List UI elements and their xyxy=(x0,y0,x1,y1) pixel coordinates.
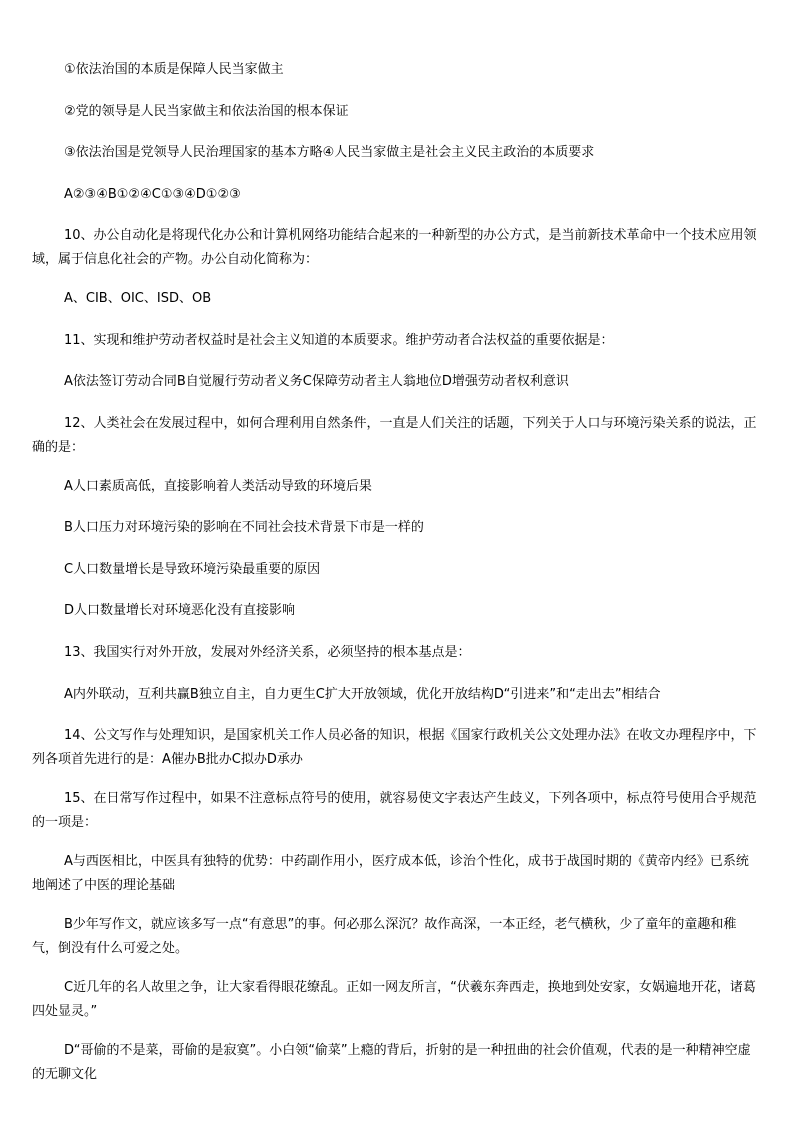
paragraph-statement-1: ①依法治国的本质是保障人民当家做主 xyxy=(64,62,284,77)
paragraph-q15-option-b: B少年写作文，就应该多写一点“有意思”的事。何必那么深沉？故作高深，一本正经，老气横秋，少了童年的童趣和稚气，倒没有什么可爱之处。 xyxy=(32,917,737,956)
paragraph-q11: 11、实现和维护劳动者权益时是社会主义知道的本质要求。维护劳动者合法权益的重要依据是： xyxy=(64,333,614,348)
paragraph-statement-3-4: ③依法治国是党领导人民治理国家的基本方略④人民当家做主是社会主义民主政治的本质要求 xyxy=(64,145,595,160)
paragraph-q14: 14、公文写作与处理知识，是国家机关工作人员必备的知识，根据《国家行政机关公文处理办法》在收文办理程序中，下列各项首先进行的是：A催办B批办C拟办D承办 xyxy=(32,728,757,767)
paragraph-q12: 12、人类社会在发展过程中，如何合理利用自然条件，一直是人们关注的话题，下列关于人口与环境污染关系的说法，正确的是： xyxy=(32,416,757,455)
paragraph-q11-options: A依法签订劳动合同B自觉履行劳动者义务C保障劳动者主人翁地位D增强劳动者权利意识 xyxy=(64,374,569,389)
paragraph-q12-option-d: D人口数量增长对环境恶化没有直接影响 xyxy=(64,603,296,618)
paragraph-q15-option-c: C近几年的名人故里之争，让大家看得眼花缭乱。正如一网友所言，“伏羲东奔西走，换地到处安家，女娲遍地开花，诸葛四处显灵。” xyxy=(32,980,756,1019)
paragraph-q13-options: A内外联动，互利共赢B独立自主，自力更生C扩大开放领域，优化开放结构D“引进来”和“走出去”相结合 xyxy=(64,687,661,702)
paragraph-q10-options: A、CIB、OIC、ISD、OB xyxy=(64,291,212,306)
paragraph-statement-2: ②党的领导是人民当家做主和依法治国的根本保证 xyxy=(64,104,349,119)
paragraph-q12-option-c: C人口数量增长是导致环境污染最重要的原因 xyxy=(64,562,321,577)
paragraph-q13: 13、我国实行对外开放，发展对外经济关系，必须坚持的根本基点是： xyxy=(64,645,471,660)
paragraph-q12-option-a: A人口素质高低，直接影响着人类活动导致的环境后果 xyxy=(64,479,372,494)
paragraph-q15: 15、在日常写作过程中，如果不注意标点符号的使用，就容易使文字表达产生歧义，下列各项中，标点符号使用合乎规范的一项是： xyxy=(32,791,757,830)
paragraph-q15-option-d: D“哥偷的不是菜，哥偷的是寂寞”。小白领“偷菜”上瘾的背后，折射的是一种扭曲的社会价值观，代表的是一种精神空虚的无聊文化 xyxy=(32,1043,751,1082)
paragraph-q10: 10、办公自动化是将现代化办公和计算机网络功能结合起来的一种新型的办公方式，是当前新技术革命中一个技术应用领域，属于信息化社会的产物。办公自动化简称为： xyxy=(32,228,757,267)
paragraph-q12-option-b: B人口压力对环境污染的影响在不同社会技术背景下市是一样的 xyxy=(64,520,424,535)
paragraph-q15-option-a: A与西医相比，中医具有独特的优势：中药副作用小，医疗成本低，诊治个性化，成书于战国时期的《黄帝内经》已系统地阐述了中医的理论基础 xyxy=(32,854,749,893)
paragraph-q9-options: A②③④B①②④C①③④D①②③ xyxy=(64,187,241,202)
